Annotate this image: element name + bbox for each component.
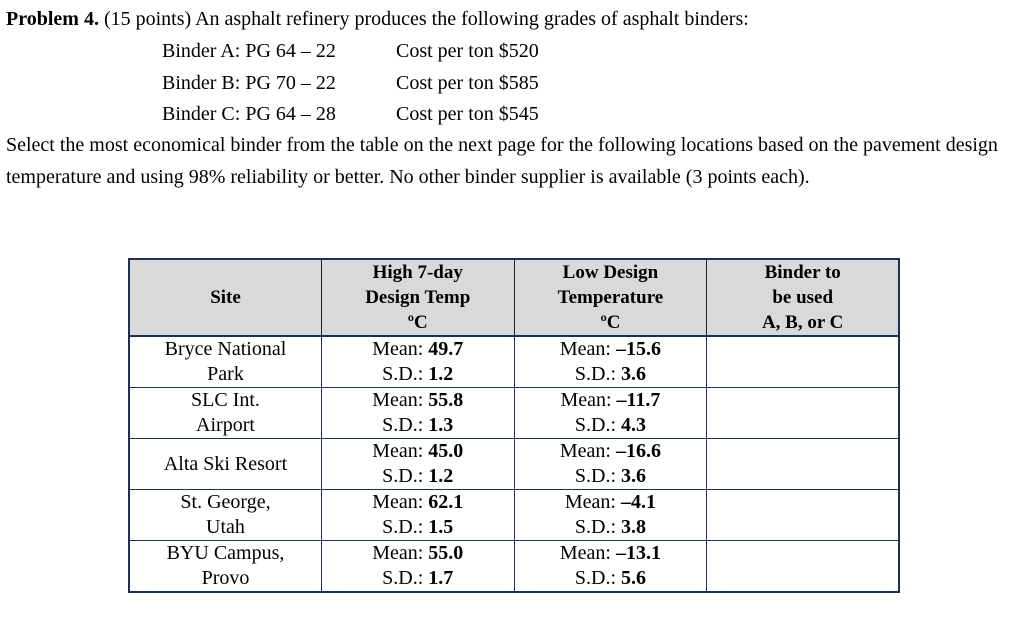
header-line: A, B, or C — [761, 312, 844, 333]
sd-label: S.D.: — [574, 465, 621, 487]
sd-value: 1.2 — [428, 465, 454, 487]
sd-line — [326, 413, 510, 438]
site-cell — [129, 388, 321, 439]
sd-value: 3.8 — [621, 516, 646, 538]
mean-label: Mean: — [372, 542, 429, 564]
binder-answer-cell[interactable] — [707, 541, 899, 593]
site-cell — [129, 439, 321, 490]
header-binder — [707, 259, 899, 336]
sd-label: S.D.: — [574, 567, 621, 589]
site-temperature-table — [128, 258, 900, 593]
site-cell — [129, 336, 321, 388]
sd-label: S.D.: — [382, 414, 429, 436]
binder-grade: Binder C: PG 64 – 28 — [162, 103, 336, 125]
problem-statement — [6, 6, 749, 32]
mean-line — [326, 490, 510, 515]
low-temp-cell — [514, 541, 707, 593]
sd-label: S.D.: — [574, 516, 621, 538]
table-row — [129, 336, 899, 388]
table-row — [129, 541, 899, 593]
site-name-line: St. George, — [180, 491, 271, 513]
sd-label: S.D.: — [574, 363, 621, 385]
header-line: Temperature — [557, 287, 664, 308]
mean-line — [519, 541, 703, 566]
instructions: Select the most economical binder from the table on the next page for the following locations based on the pavement design temperature and using 98% reliability or better. No other binder supplier is available (3 points each). — [6, 134, 998, 188]
sd-line — [519, 515, 703, 540]
mean-value: 45.0 — [428, 440, 464, 462]
mean-line — [326, 541, 510, 566]
mean-value: 55.0 — [428, 542, 464, 564]
site-name-line: SLC Int. — [191, 389, 260, 411]
sd-value: 5.6 — [621, 567, 646, 589]
site-name-line: Airport — [196, 414, 255, 436]
sd-label: S.D.: — [382, 465, 429, 487]
high-temp-cell — [321, 541, 514, 593]
mean-line — [519, 388, 703, 413]
binder-answer-cell[interactable] — [707, 388, 899, 439]
high-temp-cell — [321, 388, 514, 439]
mean-line — [519, 490, 703, 515]
mean-value: –4.1 — [620, 491, 656, 513]
site-name-line: Utah — [206, 516, 245, 538]
sd-value: 1.7 — [428, 567, 454, 589]
sd-value: 1.2 — [428, 363, 454, 385]
mean-line — [326, 337, 510, 362]
mean-line — [519, 337, 703, 362]
site-name-line: BYU Campus, — [166, 542, 285, 564]
binder-row — [162, 36, 539, 68]
mean-label: Mean: — [372, 338, 429, 360]
site-cell — [129, 490, 321, 541]
binder-row — [162, 99, 539, 131]
mean-label: Mean: — [559, 338, 616, 360]
mean-label: Mean: — [372, 491, 429, 513]
header-line: High 7-day — [372, 262, 463, 283]
binder-grade: Binder A: PG 64 – 22 — [162, 40, 336, 62]
site-name-line: Park — [207, 363, 244, 385]
sd-label: S.D.: — [382, 516, 429, 538]
header-site — [129, 259, 321, 336]
header-low-temp — [514, 259, 707, 336]
header-site-label: Site — [210, 287, 241, 308]
sd-line — [519, 362, 703, 387]
table-row — [129, 439, 899, 490]
sd-value: 1.3 — [428, 414, 454, 436]
mean-label: Mean: — [564, 491, 621, 513]
high-temp-cell — [321, 439, 514, 490]
binder-row — [162, 68, 539, 100]
site-name-line: Bryce National — [164, 338, 287, 360]
table-row — [129, 490, 899, 541]
sd-line — [326, 464, 510, 489]
problem-text: (15 points) An asphalt refinery produces the following grades of asphalt binders: — [103, 8, 749, 30]
binder-answer-cell[interactable] — [707, 336, 899, 388]
mean-line — [326, 439, 510, 464]
mean-value: –16.6 — [615, 440, 661, 462]
binder-list — [162, 36, 539, 131]
low-temp-cell — [514, 388, 707, 439]
header-line: Design Temp — [365, 287, 471, 308]
sd-line — [519, 566, 703, 591]
header-line: ºC — [407, 312, 428, 333]
site-cell — [129, 541, 321, 593]
sd-line — [519, 413, 703, 438]
low-temp-cell — [514, 490, 707, 541]
mean-label: Mean: — [372, 389, 429, 411]
table-body — [129, 336, 899, 592]
mean-label: Mean: — [372, 440, 429, 462]
high-temp-cell — [321, 336, 514, 388]
sd-value: 1.5 — [428, 516, 454, 538]
sd-line — [326, 566, 510, 591]
sd-line — [326, 362, 510, 387]
binder-grade: Binder B: PG 70 – 22 — [162, 71, 336, 94]
table-row — [129, 388, 899, 439]
mean-value: 49.7 — [428, 338, 464, 360]
mean-line — [326, 388, 510, 413]
mean-value: 55.8 — [428, 389, 464, 411]
sd-label: S.D.: — [574, 414, 621, 436]
header-line: ºC — [600, 312, 621, 333]
mean-value: –11.7 — [616, 389, 661, 411]
sd-value: 3.6 — [621, 363, 646, 385]
sd-value: 4.3 — [621, 414, 646, 436]
binder-answer-cell[interactable] — [707, 490, 899, 541]
binder-cost: Cost per ton $520 — [396, 40, 539, 62]
high-temp-cell — [321, 490, 514, 541]
sd-line — [326, 515, 510, 540]
mean-line — [519, 439, 703, 464]
sd-line — [519, 464, 703, 489]
low-temp-cell — [514, 336, 707, 388]
low-temp-cell — [514, 439, 707, 490]
site-name-line: Alta Ski Resort — [163, 452, 288, 475]
mean-label: Mean: — [559, 440, 616, 462]
table-header-row — [129, 259, 899, 336]
site-name-line: Provo — [201, 567, 250, 589]
header-line: Low Design — [562, 262, 659, 283]
binder-answer-cell[interactable] — [707, 439, 899, 490]
mean-label: Mean: — [560, 389, 617, 411]
sd-value: 3.6 — [621, 465, 646, 487]
binder-cost: Cost per ton $545 — [396, 103, 539, 125]
mean-label: Mean: — [559, 542, 616, 564]
mean-value: 62.1 — [428, 491, 464, 513]
binder-cost: Cost per ton $585 — [396, 71, 539, 94]
header-high-temp — [321, 259, 514, 336]
header-line: be used — [772, 287, 834, 308]
header-line: Binder to — [764, 262, 841, 283]
sd-label: S.D.: — [382, 363, 429, 385]
sd-label: S.D.: — [382, 567, 429, 589]
mean-value: –13.1 — [615, 542, 661, 564]
problem-label: Problem 4. — [6, 8, 99, 30]
mean-value: –15.6 — [615, 338, 661, 360]
